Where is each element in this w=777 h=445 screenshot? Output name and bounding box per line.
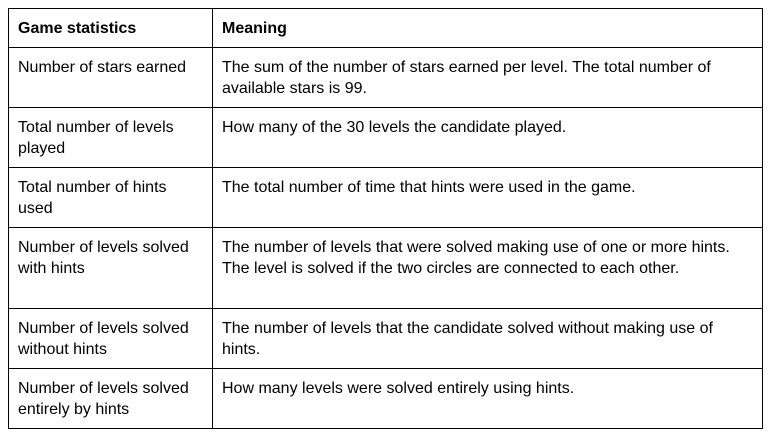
game-statistics-table-container <box>8 8 763 429</box>
statistic-cell: Total number of hints used <box>9 168 213 228</box>
table-header-row <box>9 9 763 48</box>
meaning-cell: How many levels were solved entirely using hints. <box>213 369 763 429</box>
table-row <box>9 168 763 228</box>
statistic-cell: Number of levels solved without hints <box>9 309 213 369</box>
statistic-cell: Number of stars earned <box>9 48 213 108</box>
meaning-cell: How many of the 30 levels the candidate played. <box>213 108 763 168</box>
table-row <box>9 228 763 309</box>
table-row <box>9 309 763 369</box>
meaning-cell: The number of levels that the candidate solved without making use of hints. <box>213 309 763 369</box>
meaning-cell: The sum of the number of stars earned per level. The total number of available stars is 99. <box>213 48 763 108</box>
game-statistics-table <box>8 8 763 429</box>
meaning-cell: The number of levels that were solved making use of one or more hints. The level is solved if the two circles are connected to each other. <box>213 228 763 309</box>
meaning-cell: The total number of time that hints were used in the game. <box>213 168 763 228</box>
statistic-cell: Number of levels solved entirely by hints <box>9 369 213 429</box>
statistic-cell: Number of levels solved with hints <box>9 228 213 309</box>
table-row <box>9 48 763 108</box>
header-meaning: Meaning <box>213 9 763 48</box>
table-row <box>9 369 763 429</box>
statistic-cell: Total number of levels played <box>9 108 213 168</box>
table-row <box>9 108 763 168</box>
header-game-statistics: Game statistics <box>9 9 213 48</box>
